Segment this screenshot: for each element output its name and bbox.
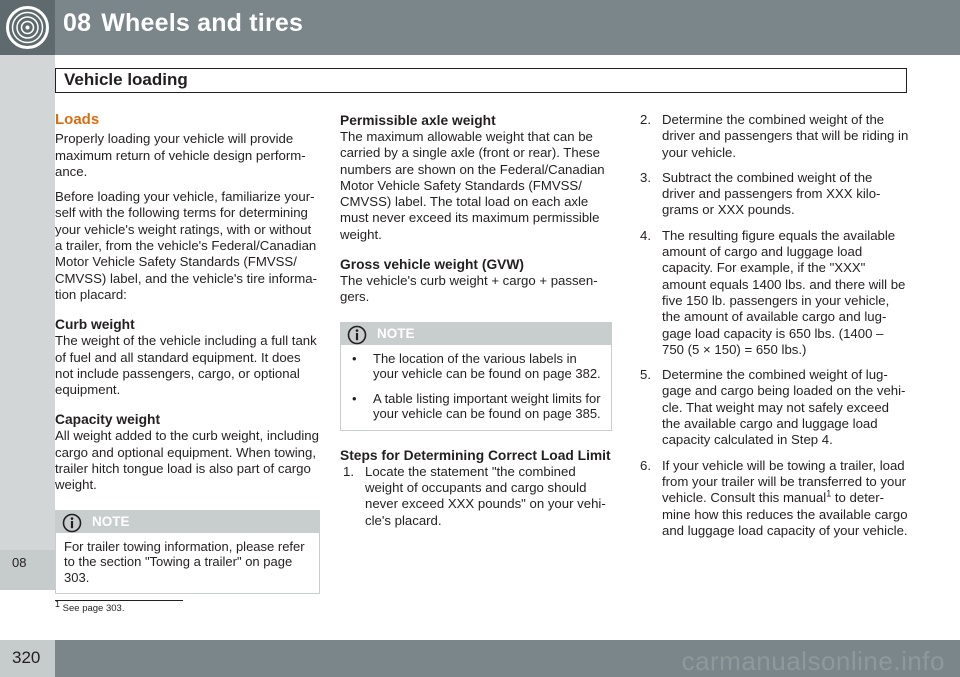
steps-heading: Steps for Determining Correct Load Limit (340, 447, 611, 463)
step-text-part: If your vehicle will be towing a trailer, load from your trailer will be transferred to your vehicle. Consult this manual (662, 457, 907, 506)
capacity-weight-heading: Capacity weight (55, 412, 161, 428)
step-number: 4. (640, 227, 651, 243)
column-3 (637, 112, 909, 548)
step-item (637, 367, 909, 448)
info-icon (62, 513, 82, 533)
capacity-weight-text: All weight added to the curb weight, including cargo and optional equipment. When towing, trailer hitch tongue load is also part of cargo weight. (55, 428, 319, 493)
note-box (55, 510, 320, 595)
section-title-bar (55, 68, 907, 93)
note-label: NOTE (377, 325, 415, 341)
step-item (340, 464, 612, 529)
chapter-icon-box (0, 0, 55, 55)
chapter-header (0, 0, 960, 55)
gvw-text: The vehicle's curb weight + cargo + passen- gers. (340, 273, 598, 305)
loads-paragraph-1: Properly loading your vehicle will provide maximum return of vehicle design perform- ance. (55, 131, 306, 179)
watermark: carmanualsonline.info (681, 646, 945, 676)
step-number: 5. (640, 367, 651, 383)
axle-weight-heading: Permissible axle weight (340, 113, 496, 128)
side-chapter-tab (0, 550, 55, 590)
note-list (349, 351, 603, 422)
footnote (55, 598, 125, 614)
step-text: Subtract the combined weight of the driver and passengers from XXX kilo- grams or XXX pounds. (662, 169, 881, 218)
column-2 (340, 112, 612, 538)
side-strip (0, 55, 55, 590)
loads-paragraph-2: Before loading your vehicle, familiarize your- self with the following terms for determining your vehicle's weight ratings, with or without a trailer, from the vehicle's Federal/Canadian Motor Vehicle Safety Standards (FMVSS/ CMVSS) label, and the vehicle's tire informa- tion placard: (55, 189, 317, 302)
info-icon (347, 325, 367, 345)
axle-weight-text: The maximum allowable weight that can be carried by a single axle (front or rear). These numbers are shown on the Federal/Canadian Motor Vehicle Safety Standards (FMVSS/ CMVSS) label. The total load on each axle must never exceed its maximum permissible weight. (340, 129, 605, 242)
step-number: 6. (640, 457, 651, 473)
step-text: Locate the statement "the combined weight of occupants and cargo should never exceed XXX pounds" on your vehi- cle's placard. (365, 463, 606, 528)
chapter-number: 08 (63, 9, 92, 37)
note-box (340, 322, 612, 431)
step-text: The resulting figure equals the available amount of cargo and luggage load capacity. For example, if the "XXX" amount equals 1400 lbs. and there will be five 150 lb. passengers in your vehicle, the amount of available cargo and lug- gage load capacity is 650 lbs. (1400 – 750 (5 × 150) = 650 lbs.) (662, 227, 906, 357)
tire-icon (0, 0, 55, 55)
footnote-reference: 1 (826, 488, 832, 499)
step-text (662, 458, 908, 538)
note-item: • The location of the various labels in your vehicle can be found on page 382. (349, 351, 603, 382)
step-number: 1. (343, 463, 354, 479)
curb-weight-text: The weight of the vehicle including a full tank of fuel and all standard equipment. It does not include passengers, cargo, or optional equipment. (55, 333, 317, 398)
footnote-text: See page 303. (60, 603, 125, 614)
page-number: 320 (12, 648, 41, 667)
step-text: Determine the combined weight of lug- gage and cargo being loaded on the vehi- cle. That weight may not safely exceed the available cargo and luggage load capacity calculated in Step 4. (662, 367, 906, 448)
page-number-box (0, 640, 55, 677)
step-item (637, 458, 909, 539)
step-item (637, 170, 909, 219)
side-chapter-tab-label: 08 (12, 555, 27, 570)
step-text-part: to deter- mine how this reduces the available cargo and luggage load capacity of your vehicle. (662, 490, 908, 538)
note-label: NOTE (92, 513, 130, 529)
steps-list-continued (637, 112, 909, 539)
step-item (637, 112, 909, 161)
section-title: Vehicle loading (64, 70, 188, 89)
gvw-heading: Gross vehicle weight (GVW) (340, 257, 524, 273)
footnote-marker: 1 (55, 598, 61, 609)
steps-list (340, 464, 612, 529)
note-header (56, 511, 319, 533)
column-1 (55, 112, 320, 594)
step-number: 3. (640, 169, 651, 185)
chapter-title (63, 9, 303, 38)
page-footer (0, 640, 960, 677)
footnote-divider (55, 600, 183, 601)
step-item (637, 228, 909, 358)
step-number: 2. (640, 112, 651, 127)
note-body: For trailer towing information, please refer to the section "Towing a trailer" on page 303. (64, 538, 305, 585)
chapter-title-text: Wheels and tires (101, 9, 304, 37)
note-item: • A table listing important weight limits for your vehicle can be found on page 385. (349, 391, 603, 422)
note-body (341, 345, 611, 430)
note-header (341, 323, 611, 345)
loads-heading: Loads (55, 111, 100, 128)
curb-weight-heading: Curb weight (55, 317, 135, 333)
step-text: Determine the combined weight of the driver and passengers that will be riding in your vehicle. (662, 112, 909, 160)
